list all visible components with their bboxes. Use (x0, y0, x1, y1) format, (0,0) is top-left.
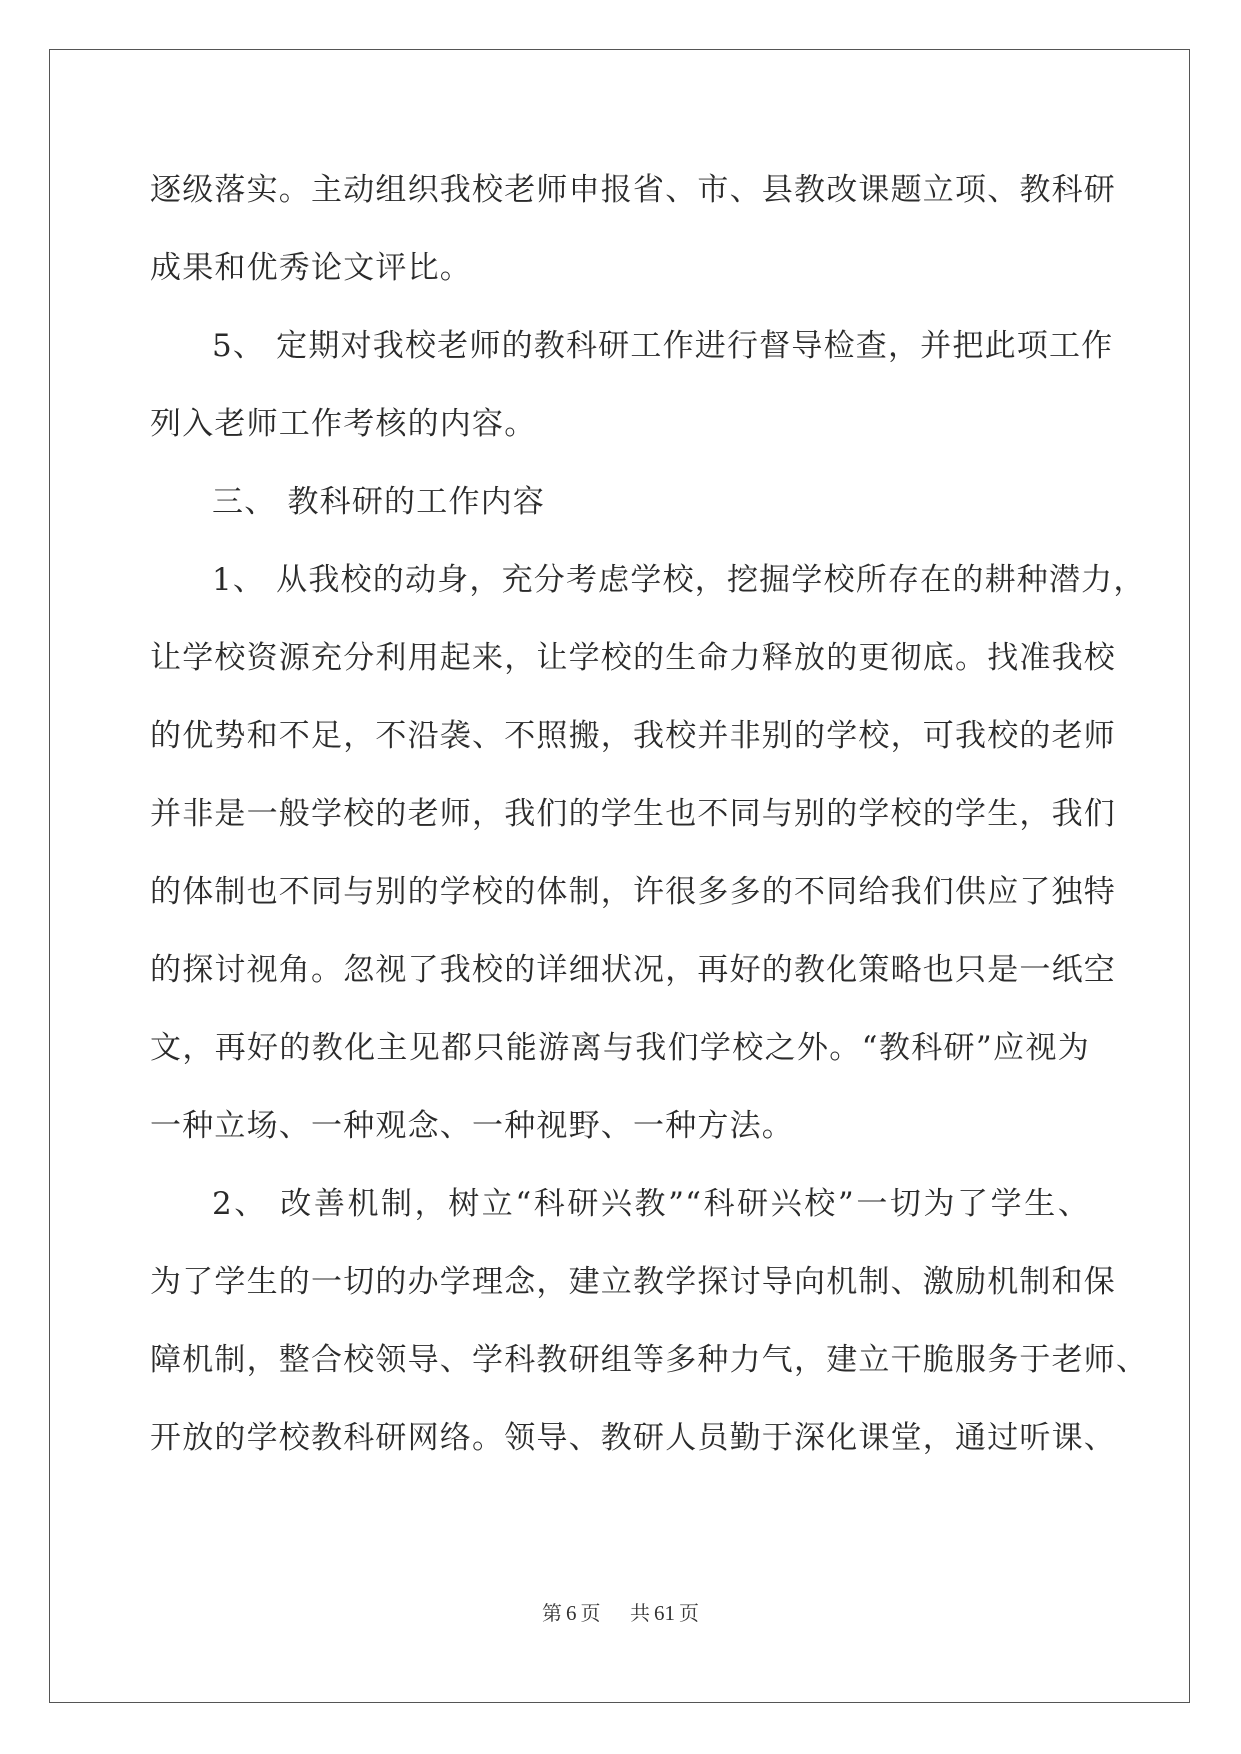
text-line: 障机制，整合校领导、学科教研组等多种力气，建立干脆服务于老师、 (150, 1342, 1149, 1378)
text-line: 的体制也不同与别的学校的体制，许很多多的不同给我们供应了独特 (150, 874, 1116, 910)
text-line: 文，再好的教化主见都只能游离与我们学校之外。“教科研”应视为 (150, 1030, 1090, 1066)
text-line: 成果和优秀论文评比。 (150, 250, 472, 286)
page-footer (0, 1598, 1241, 1628)
text-line: 开放的学校教科研网络。领导、教研人员勤于深化课堂，通过听课、 (150, 1420, 1116, 1456)
total-unit: 页 (678, 1601, 699, 1625)
text-line: 并非是一般学校的老师，我们的学生也不同与别的学校的学生，我们 (150, 796, 1116, 832)
text-line: 的优势和不足，不沿袭、不照搬，我校并非别的学校，可我校的老师 (150, 718, 1116, 754)
page-unit: 页 (580, 1601, 601, 1625)
text-line: 让学校资源充分利用起来，让学校的生命力释放的更彻底。找准我校 (150, 640, 1116, 676)
text-line: 一种立场、一种观念、一种视野、一种方法。 (150, 1108, 794, 1144)
text-line: 2、 改善机制，树立“科研兴教”“科研兴校”一切为了学生、 (212, 1186, 1090, 1222)
text-line: 的探讨视角。忽视了我校的详细状况，再好的教化策略也只是一纸空 (150, 952, 1116, 988)
text-line: 5、 定期对我校老师的教科研工作进行督导检查，并把此项工作 (212, 328, 1114, 364)
page-number: 6 (566, 1601, 577, 1625)
text-line: 为了学生的一切的办学理念，建立教学探讨导向机制、激励机制和保 (150, 1264, 1116, 1300)
text-line: 逐级落实。主动组织我校老师申报省、市、县教改课题立项、教科研 (150, 172, 1116, 208)
text-line: 1、 从我校的动身，充分考虑学校，挖掘学校所存在的耕种潜力， (212, 562, 1146, 598)
text-line: 列入老师工作考核的内容。 (150, 406, 537, 442)
page-prefix: 第 (542, 1601, 563, 1625)
total-pages: 61 (653, 1601, 675, 1625)
section-heading: 三、 教科研的工作内容 (212, 484, 546, 520)
total-prefix: 共 (629, 1601, 650, 1625)
